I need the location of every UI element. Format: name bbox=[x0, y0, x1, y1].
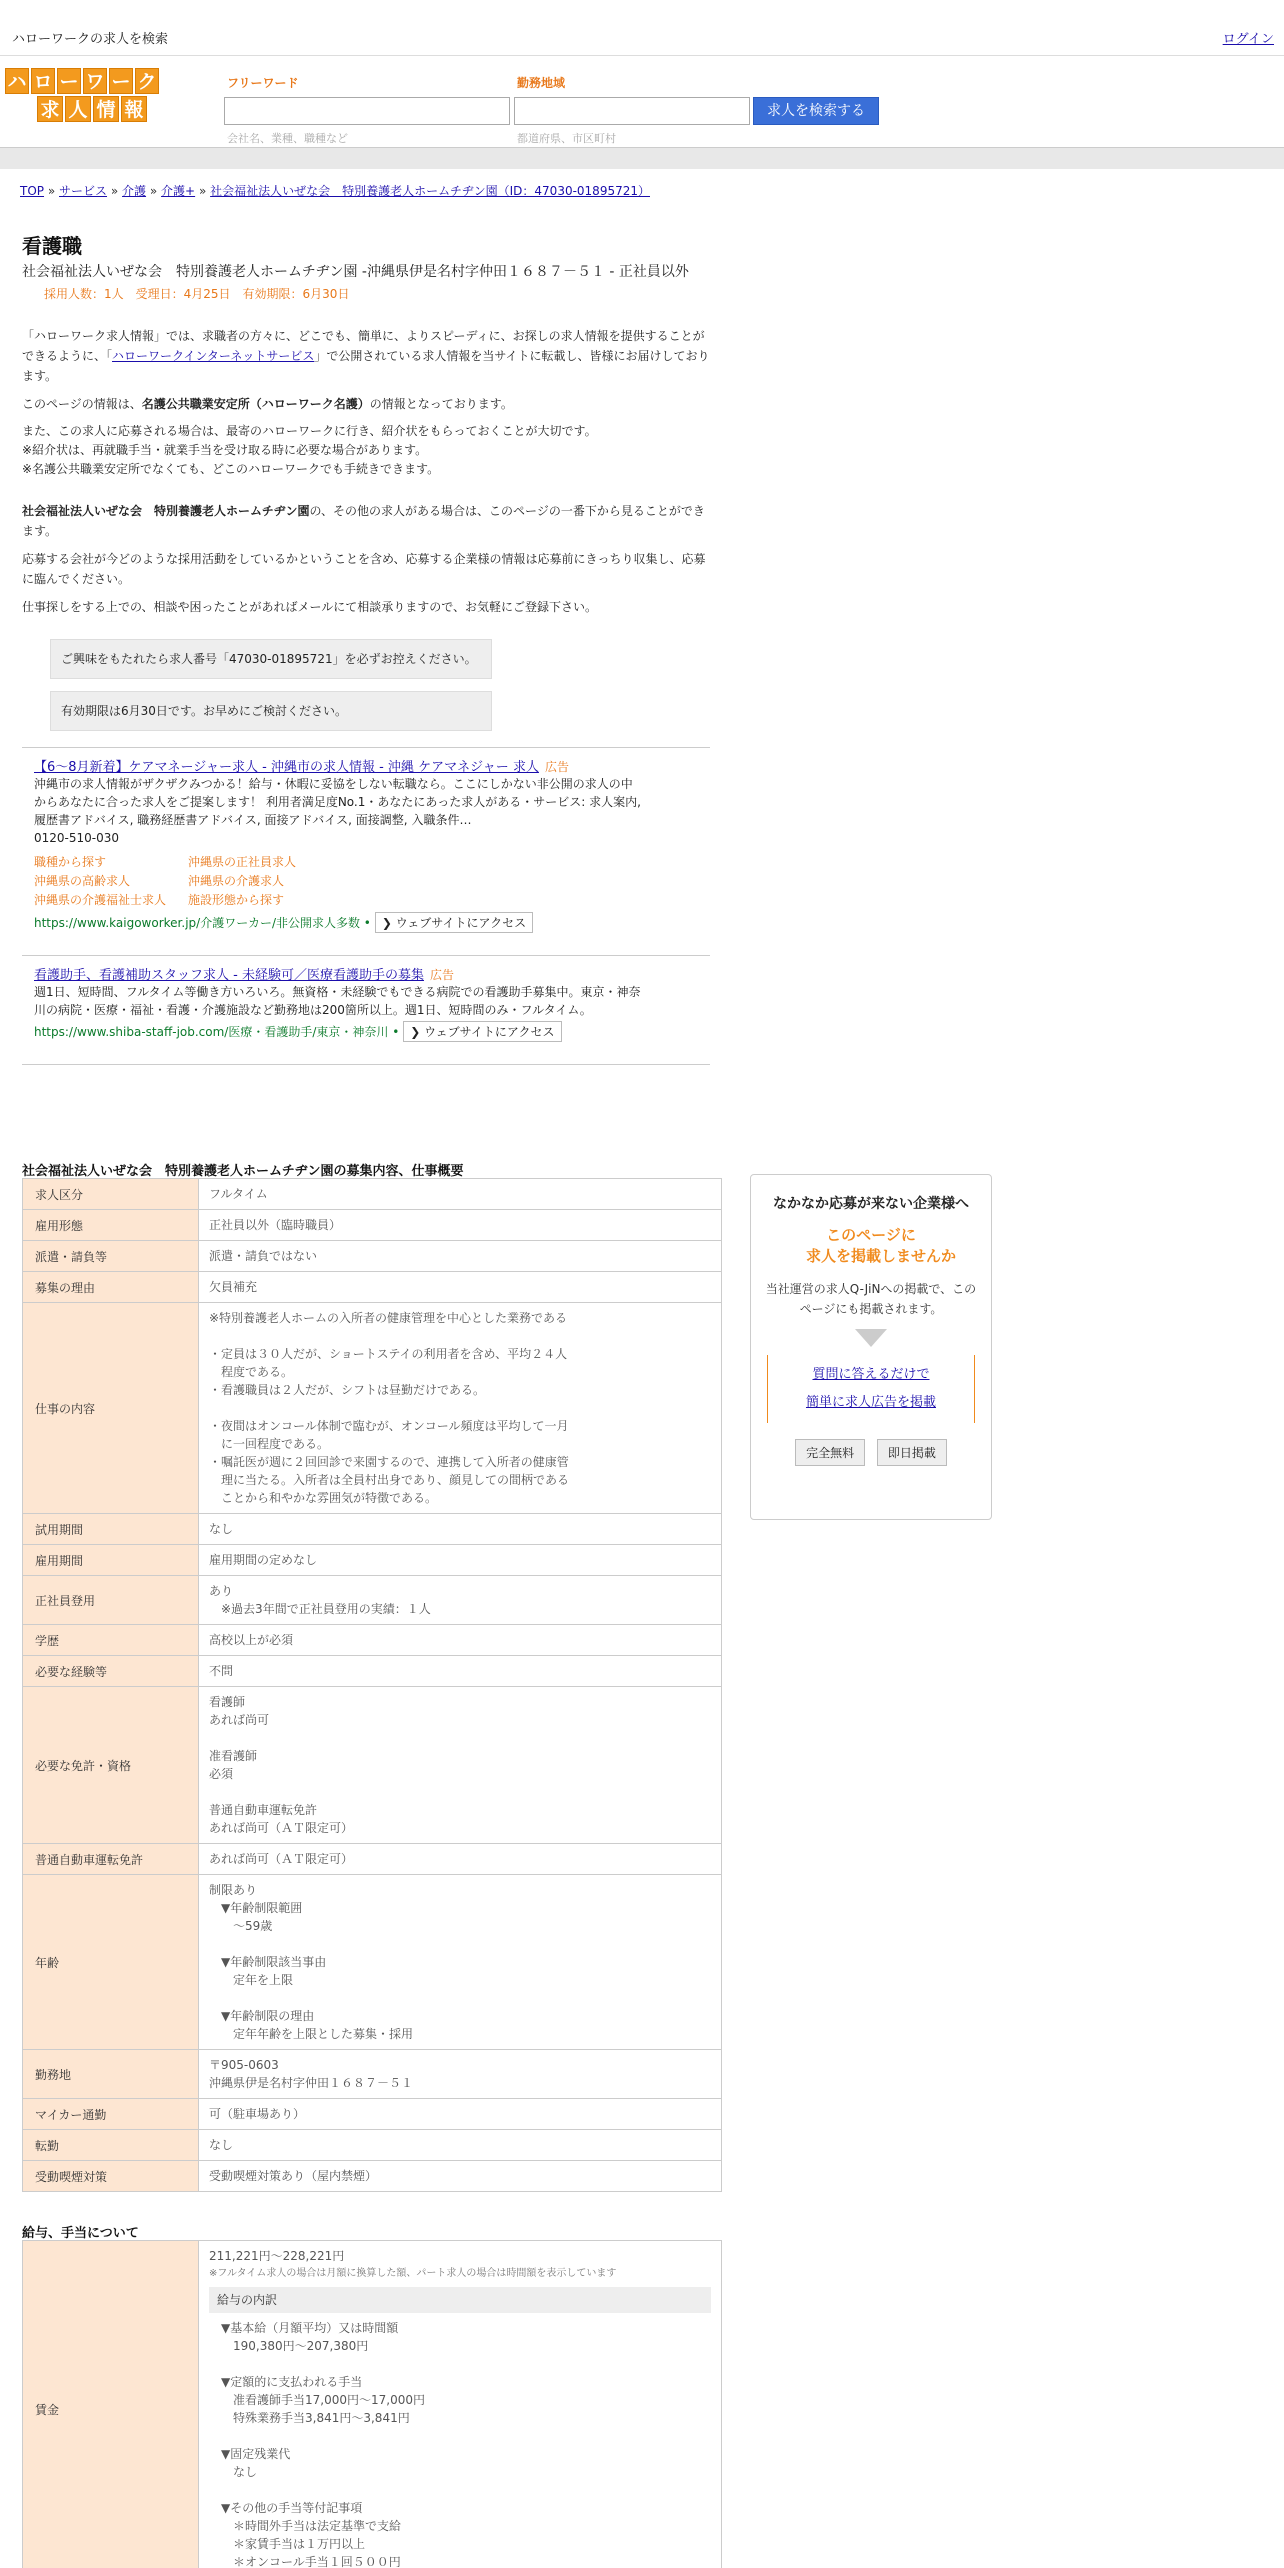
divider-bar bbox=[0, 147, 1284, 169]
job-meta: 採用人数：1人 受理日：4月25日 有効期限：6月30日 bbox=[44, 287, 350, 301]
detail-key: 試用期間 bbox=[23, 1514, 199, 1545]
job-title: 看護職 bbox=[22, 234, 82, 258]
breadcrumb-kaigo-plus[interactable]: 介護+ bbox=[161, 184, 196, 198]
site-name: ハローワークの求人を検索 bbox=[12, 32, 169, 47]
table-row bbox=[23, 1241, 722, 1272]
detail-value: ※特別養護老人ホームの入所者の健康管理を中心とした業務である ・定員は３０人だが、ショートステイの利用者を含め、平均２４人 程度である。 ・看護職員は２人だが、シフトは昼勤だけである。 ・夜間はオンコール体制で臨むが、オンコール頻度は平均して一月 に一回程度である。 ・嘱託医が週に２回回診で来園するので、連携して入所者の健康管 理に当たる。入所者は全員村出身であり、顔見しての間柄である ことから和やかな雰囲気が特徴である。 bbox=[199, 1303, 722, 1514]
logo-letter: ロ bbox=[31, 68, 55, 94]
detail-key: 派遣・請負等 bbox=[23, 1241, 199, 1272]
apply-text: また、この求人に応募される場合は、最寄のハローワークに行き、紹介状をもらっておくことが大切です。 bbox=[22, 424, 597, 438]
ad-sitelink[interactable]: 施設形態から探す bbox=[188, 893, 285, 907]
logo-letter: 人 bbox=[65, 96, 91, 122]
table-row bbox=[23, 1303, 722, 1514]
logo-letter: 求 bbox=[37, 96, 63, 122]
detail-key: 勤務地 bbox=[23, 2050, 199, 2099]
breadcrumb-service[interactable]: サービス bbox=[59, 184, 108, 198]
hellowork-internet-link[interactable]: ハローワークインターネットサービス bbox=[112, 349, 315, 363]
detail-value: 受動喫煙対策あり（屋内禁煙） bbox=[199, 2161, 722, 2192]
detail-key: 雇用形態 bbox=[23, 1210, 199, 1241]
salary-breakdown: ▼基本給（月額平均）又は時間額 190,380円〜207,380円 ▼定額的に支払われる手当 准看護師手当17,000円〜17,000円 特殊業務手当3,841円〜3,841円 ▼固定残業代 なし ▼その他の手当等付記事項 ＊時間外手当は法定基準で支給 ＊家賃手当は１万円以上 ＊オンコール手当１回５００円 bbox=[221, 2321, 425, 2568]
detail-value: フルタイム bbox=[199, 1179, 722, 1210]
breadcrumb-kaigo[interactable]: 介護 bbox=[122, 184, 147, 198]
detail-value: 看護師 あれば尚可 准看護師 必須 普通自動車運転免許 あれば尚可（ＡＴ限定可） bbox=[199, 1687, 722, 1844]
ad-sitelink[interactable]: 職種から探す bbox=[34, 855, 107, 869]
detail-key: 正社員登用 bbox=[23, 1576, 199, 1625]
detail-key: 転勤 bbox=[23, 2130, 199, 2161]
table-row bbox=[23, 2241, 722, 2568]
detail-value: 制限あり ▼年齢制限範囲 〜59歳 ▼年齢制限該当事由 定年を上限 ▼年齢制限の理由 定年年齢を上限とした募集・採用 bbox=[199, 1875, 722, 2050]
detail-value: 雇用期間の定めなし bbox=[199, 1545, 722, 1576]
detail-value: 〒905-0603 沖縄県伊是名村字仲田１６８７－５１ bbox=[199, 2050, 722, 2099]
advertise-heading: なかなか応募が来ない企業様へ bbox=[773, 1196, 969, 1212]
ad-block bbox=[22, 747, 710, 941]
area-input[interactable] bbox=[514, 97, 750, 125]
advertise-box bbox=[750, 1174, 992, 1520]
company-text: の、その他の求人がある場合は、このページの一番下から見ることができます。 bbox=[22, 504, 705, 538]
salary-range: 211,221円〜228,221円 bbox=[209, 2249, 345, 2263]
main-content bbox=[22, 230, 716, 1065]
table-row bbox=[23, 1687, 722, 1844]
detail-value: なし bbox=[199, 2130, 722, 2161]
details-title: 社会福祉法人いぜな会 特別養護老人ホームチヂン園の募集内容、仕事概要 bbox=[22, 1164, 464, 1179]
ad-visit-button[interactable]: ❯ ウェブサイトにアクセス bbox=[375, 912, 533, 933]
detail-key: 仕事の内容 bbox=[23, 1303, 199, 1514]
advertise-offer bbox=[751, 1225, 991, 1267]
logo-letter: 情 bbox=[93, 96, 119, 122]
logo-letter: 報 bbox=[121, 96, 147, 122]
detail-key: 求人区分 bbox=[23, 1179, 199, 1210]
table-row bbox=[23, 1179, 722, 1210]
research-paragraph: 応募する会社が今どのような採用活動をしているかということを含め、応募する企業様の情報は応募前にきっちり収集し、応募に臨んでください。 bbox=[22, 552, 706, 586]
table-row bbox=[23, 1514, 722, 1545]
table-row bbox=[23, 1844, 722, 1875]
top-bar bbox=[0, 0, 1284, 56]
consult-paragraph: 仕事探しをする上での、相談や困ったことがあればメールにて相談承りますので、お気軽にご登録下さい。 bbox=[22, 600, 598, 614]
logo-letter: ワ bbox=[83, 68, 107, 94]
keyword-hint: 会社名、業種、職種など bbox=[227, 132, 348, 145]
area-label: 勤務地域 bbox=[517, 76, 566, 90]
advertise-buttons bbox=[751, 1439, 991, 1466]
salary-value bbox=[199, 2241, 722, 2568]
detail-value: 派遣・請負ではない bbox=[199, 1241, 722, 1272]
source-text: の情報となっております。 bbox=[369, 397, 513, 411]
source-text: このページの情報は、 bbox=[22, 397, 142, 411]
table-row bbox=[23, 2130, 722, 2161]
detail-key: マイカー通勤 bbox=[23, 2099, 199, 2130]
intro-text: 」で公開されている求人情報を当サイトに転載し、皆様にお届けしております。 bbox=[22, 349, 710, 383]
detail-key: 年齢 bbox=[23, 1875, 199, 2050]
detail-value: 正社員以外（臨時職員） bbox=[199, 1210, 722, 1241]
detail-key: 普通自動車運転免許 bbox=[23, 1844, 199, 1875]
salary-key: 賃金 bbox=[23, 2241, 199, 2568]
ad-sitelinks bbox=[34, 853, 698, 910]
detail-value: あれば尚可（ＡＴ限定可） bbox=[199, 1844, 722, 1875]
detail-key: 受動喫煙対策 bbox=[23, 2161, 199, 2192]
table-row bbox=[23, 2099, 722, 2130]
free-button[interactable]: 完全無料 bbox=[795, 1439, 865, 1466]
breadcrumb-sep: » bbox=[198, 184, 207, 198]
login-link[interactable]: ログイン bbox=[1222, 32, 1274, 47]
logo-letter: ー bbox=[57, 68, 81, 94]
table-row bbox=[23, 2050, 722, 2099]
ad-tag: 広告 bbox=[429, 968, 454, 982]
ad-title[interactable]: 看護助手、看護補助スタッフ求人 - 未経験可／医療看護助手の募集 bbox=[34, 968, 424, 983]
detail-value: 可（駐車場あり） bbox=[199, 2099, 722, 2130]
keyword-input[interactable] bbox=[224, 97, 510, 125]
apply-paragraph bbox=[22, 422, 716, 479]
advertise-offer-line: このページに bbox=[826, 1226, 916, 1244]
breadcrumb-sep: » bbox=[47, 184, 56, 198]
apply-note: ※紹介状は、再就職手当・就業手当を受け取る時に必要な場合があります。 bbox=[22, 443, 428, 457]
logo-letter: ク bbox=[135, 68, 159, 94]
ad-text: 沖縄市の求人情報がザクザクみつかる！給与・休暇に妥協をしない転職なら。ここにしかない非公開の求人の中からあなたに合った求人をご提案します！ 利用者満足度No.1・あなたにあった求人がある・サービス: 求人案内, 履歴書アドバイス, 職務経歴書アドバイス, 面接アドバイス, 面接調整, 入職条件… bbox=[34, 777, 641, 827]
logo-letter: ー bbox=[109, 68, 133, 94]
expiry-notice: 有効期限は6月30日です。お早めにご検討ください。 bbox=[50, 691, 492, 731]
same-day-button[interactable]: 即日掲載 bbox=[877, 1439, 947, 1466]
ad-tag: 広告 bbox=[544, 760, 569, 774]
detail-value: 高校以上が必須 bbox=[199, 1625, 722, 1656]
table-row bbox=[23, 2161, 722, 2192]
advertise-link-post[interactable]: 簡単に求人広告を掲載 bbox=[805, 1395, 936, 1410]
job-number-notice: ご興味をもたれたら求人番号「47030-01895721」を必ずお控えください。 bbox=[50, 639, 492, 679]
detail-key: 募集の理由 bbox=[23, 1272, 199, 1303]
breadcrumb bbox=[20, 182, 650, 199]
ad-sitelink[interactable]: 沖縄県の正社員求人 bbox=[188, 855, 297, 869]
breadcrumb-top[interactable]: TOP bbox=[20, 184, 45, 198]
ad-phone[interactable]: 0120-510-030 bbox=[34, 831, 120, 845]
table-row bbox=[23, 1545, 722, 1576]
arrow-down-icon bbox=[855, 1329, 887, 1347]
table-row bbox=[23, 1656, 722, 1687]
table-row bbox=[23, 1272, 722, 1303]
advertise-desc: 当社運営の求人Q-JiNへの掲載で、このページにも掲載されます。 bbox=[765, 1282, 977, 1316]
ad-divider bbox=[22, 1064, 710, 1065]
ad-visit-button[interactable]: ❯ ウェブサイトにアクセス bbox=[403, 1021, 561, 1042]
salary-breakdown-heading: 給与の内訳 bbox=[209, 2287, 711, 2313]
ad-url[interactable]: https://www.shiba-staff-job.com/医療・看護助手/東京・神奈川 • bbox=[34, 1025, 400, 1039]
table-row bbox=[23, 1875, 722, 2050]
details-table bbox=[22, 1178, 722, 2192]
breadcrumb-sep: » bbox=[149, 184, 158, 198]
company-paragraph bbox=[22, 501, 716, 541]
detail-key: 必要な経験等 bbox=[23, 1656, 199, 1687]
apply-note: ※名護公共職業安定所でなくても、どこのハローワークでも手続きできます。 bbox=[22, 462, 440, 476]
salary-note: ※フルタイム求人の場合は月額に換算した額、パート求人の場合は時間額を表示しています bbox=[209, 2268, 617, 2279]
advertise-offer-line: 求人を掲載しませんか bbox=[805, 1247, 956, 1265]
company-name: 社会福祉法人いぜな会 特別養護老人ホームチヂン園 bbox=[22, 504, 310, 518]
keyword-label: フリーワード bbox=[227, 76, 299, 90]
table-row bbox=[23, 1210, 722, 1241]
detail-value: 不問 bbox=[199, 1656, 722, 1687]
source-paragraph bbox=[22, 394, 716, 414]
breadcrumb-sep: » bbox=[110, 184, 119, 198]
table-row bbox=[23, 1576, 722, 1625]
detail-key: 学歴 bbox=[23, 1625, 199, 1656]
detail-key: 必要な免許・資格 bbox=[23, 1687, 199, 1844]
source-office: 名護公共職業安定所（ハローワーク名護） bbox=[141, 397, 370, 411]
ad-text: 週1日、短時間、フルタイム等働き方いろいろ。無資格・未経験でもできる病院での看護助手募集中。東京・神奈川の病院・医療・福祉・看護・介護施設など勤務地は200箇所以上。週1日、短時間のみ・フルタイム。 bbox=[34, 985, 641, 1017]
salary-table bbox=[22, 2240, 722, 2568]
site-logo[interactable] bbox=[4, 67, 180, 123]
logo-letter: ハ bbox=[5, 68, 29, 94]
ad-sitelink[interactable]: 沖縄県の介護福祉士求人 bbox=[34, 893, 167, 907]
table-row bbox=[23, 1625, 722, 1656]
intro-text: 「ハローワーク求人情報」では、求職者の方々に、どこでも、簡単に、よりスピーディに、お探しの求人情報を提供することができるように、「 bbox=[22, 329, 705, 363]
advertise-link-question[interactable]: 質問に答えるだけで bbox=[812, 1367, 930, 1382]
detail-key: 雇用期間 bbox=[23, 1545, 199, 1576]
ad-sitelink[interactable]: 沖縄県の介護求人 bbox=[188, 874, 285, 888]
ad-title[interactable]: 【6～8月新着】ケアマネージャー求人 - 沖縄市の求人情報 - 沖縄 ケアマネジャー 求人 bbox=[34, 760, 539, 775]
ad-url[interactable]: https://www.kaigoworker.jp/介護ワーカー/非公開求人多数 • bbox=[34, 916, 371, 930]
ad-sitelink[interactable]: 沖縄県の高齢求人 bbox=[34, 874, 131, 888]
search-button[interactable]: 求人を検索する bbox=[753, 97, 879, 125]
detail-value: 欠員補充 bbox=[199, 1272, 722, 1303]
area-hint: 都道府県、市区町村 bbox=[517, 132, 616, 145]
job-subtitle: 社会福祉法人いぜな会 特別養護老人ホームチヂン園 -沖縄県伊是名村字仲田１６８７－５１ - 正社員以外 bbox=[22, 264, 689, 280]
advertise-links bbox=[767, 1355, 975, 1423]
ad-block bbox=[22, 955, 710, 1050]
breadcrumb-current[interactable]: 社会福祉法人いぜな会 特別養護老人ホームチヂン園（ID：47030-01895721） bbox=[210, 184, 650, 198]
detail-value: なし bbox=[199, 1514, 722, 1545]
intro-paragraph bbox=[22, 326, 716, 386]
salary-title: 給与、手当について bbox=[22, 2226, 139, 2241]
detail-value: あり ※過去3年間で正社員登用の実績：１人 bbox=[199, 1576, 722, 1625]
